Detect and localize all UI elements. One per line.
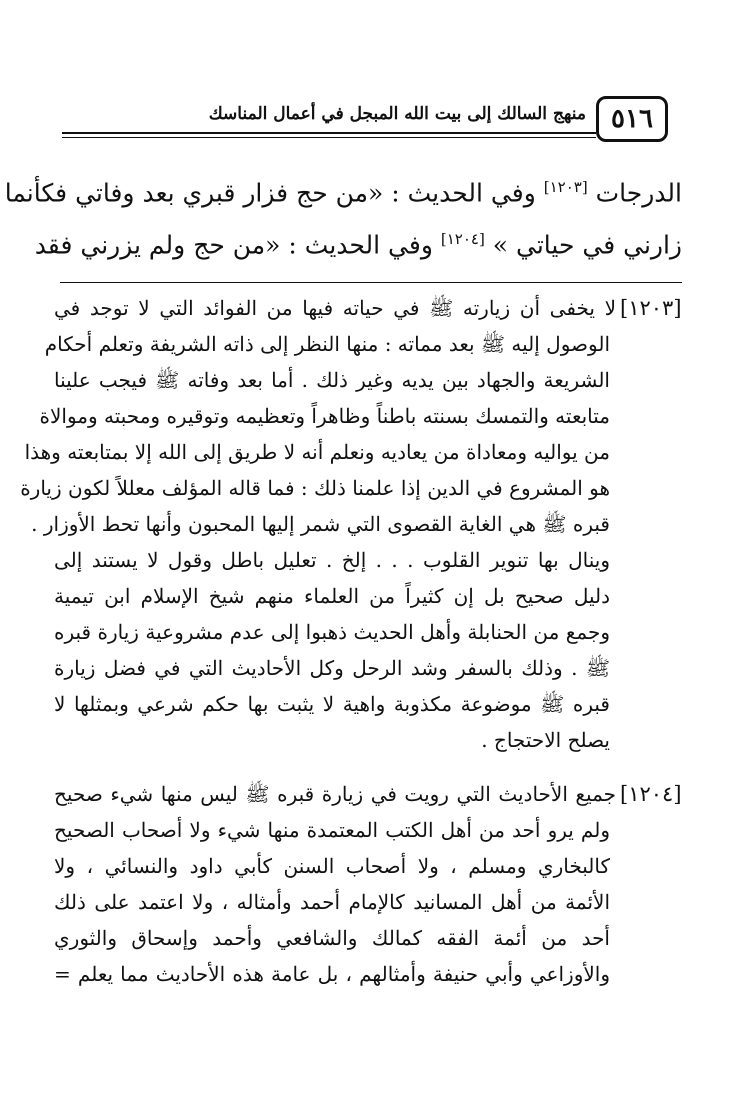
header-rule [62,132,596,138]
footnote-number: [١٢٠٣] [620,296,682,320]
footnote-line: متابعته والتمسك بسنته باطناً وظاهراً وتعظيمه وتوقيره ومحبته وموالاة [39,404,610,428]
footnote-line: يصلح الاحتجاج . [481,728,610,752]
footnote-line: وجمع من الحنابلة وأهل الحديث ذهبوا إلى عدم مشروعية زيارة قبره [54,620,610,644]
page-number: ٥١٦ [596,96,668,142]
footnote-ref-1204: [١٢٠٤] [440,230,485,248]
footnote-number: [١٢٠٤] [620,782,682,806]
footnote-line: الشريعة والجهاد بين يديه وغير ذلك . أما بعد وفاته ﷺ فيجب علينا [54,368,610,392]
footnote-line: دليل صحيح بل إن كثيراً من العلماء منهم شيخ الإسلام ابن تيمية [54,584,611,608]
footnote-line: أحد من أئمة الفقه كمالك والشافعي وأحمد وإسحاق والثوري [54,926,610,950]
footnote-line: والأوزاعي وأبي حنيفة وأمثالهم ، بل عامة هذه الأحاديث مما يعلم = [54,962,610,986]
main-text-segment: الدرجات [595,178,682,208]
footnote-line: من يواليه ومعاداة من يعاديه ونعلم أنه لا طريق إلى الله إلا بمتابعته وهذا [24,440,610,464]
footnote-line: لا يخفى أن زيارته ﷺ في حياته فيها من الفوائد التي لا توجد في [54,296,616,320]
footnote-line: قبره ﷺ موضوعة مكذوبة واهية لا يثبت بها حكم شرعي وبمثلها لا [54,692,610,716]
main-text-segment: زارني في حياتي » [492,230,682,260]
main-text-line-1 [4,166,682,208]
footnote-divider [60,282,682,283]
footnote-line: ولم يرو أحد من أهل الكتب المعتمدة منها شيء ولا أصحاب الصحيح [54,818,610,842]
footnote-line: الأئمة من أهل المسانيد كالإمام أحمد وأمثاله ، ولا اعتمد على ذلك [54,890,610,914]
footnote-line: ﷺ . وذلك بالسفر وشد الرحل وكل الأحاديث التي في فضل زيارة [54,656,610,680]
main-text-segment: وفي الحديث : «من حج ولم يزرني فقد [34,230,433,260]
main-text-line-2 [34,218,682,260]
footnote-line: هو المشروع في الدين إذا علمنا ذلك : فما قاله المؤلف معللاً لكون زيارة [20,476,610,500]
footnote-line: كالبخاري ومسلم ، ولا أصحاب السنن كأبي داود والنسائي ، ولا [54,854,610,878]
main-text-segment: وفي الحديث : «من حج فزار قبري بعد وفاتي فكأنما [4,178,536,208]
footnote-line: الوصول إليه ﷺ بعد مماته : منها النظر إلى ذاته الشريفة وتعلم أحكام [44,332,610,356]
footnote-line: جميع الأحاديث التي رويت في زيارة قبره ﷺ ليس منها شيء صحيح [54,782,616,806]
running-title: منهج السالك إلى بيت الله المبجل في أعمال المناسك [208,104,586,124]
footnote-ref-1203: [١٢٠٣] [543,178,588,196]
footnote-line: قبره ﷺ هي الغاية القصوى التي شمر إليها المحبون وأنها تحط الأوزار . [31,512,610,536]
footnote-line: وينال بها تنوير القلوب . . . إلخ . تعليل باطل وقول لا يستند إلى [54,548,610,572]
